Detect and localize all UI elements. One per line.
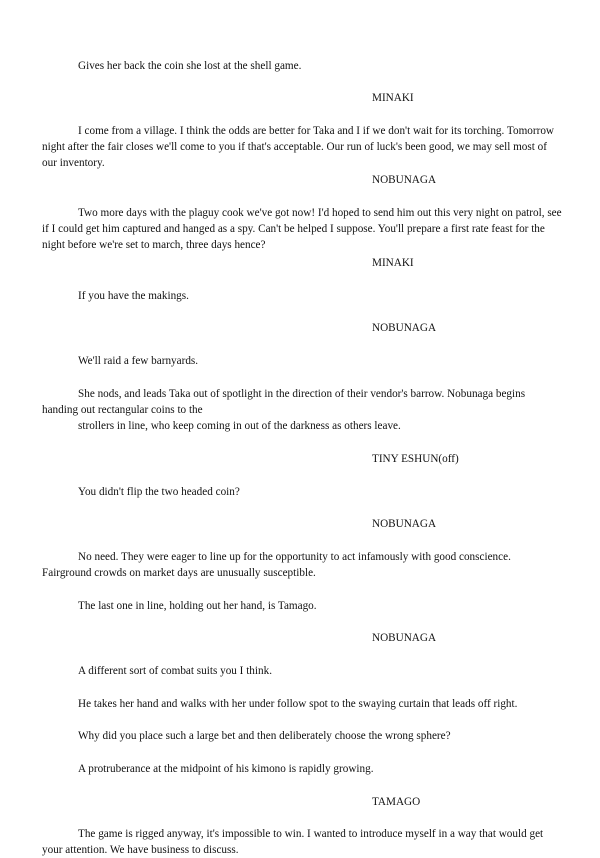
dialogue-tiny-eshun: You didn't flip the two headed coin? xyxy=(78,486,240,498)
stage-direction: A protruberance at the midpoint of his kimono is rapidly growing. xyxy=(78,763,374,775)
stage-direction: She nods, and leads Taka out of spotlight in the direction of their vendor's barrow. Nobunaga begins handing out rectangular coins to the xyxy=(42,388,526,416)
speaker-minaki: MINAKI xyxy=(372,92,414,104)
dialogue-tamago: The game is rigged anyway, it's impossible to win. I wanted to introduce myself in a way that would get your attention. We have business to discuss. xyxy=(42,828,544,856)
speaker-minaki: MINAKI xyxy=(372,257,414,269)
dialogue-minaki: If you have the makings. xyxy=(78,290,189,302)
speaker-tamago: TAMAGO xyxy=(372,796,421,808)
speaker-nobunaga: NOBUNAGA xyxy=(372,518,437,530)
stage-direction: The last one in line, holding out her hand, is Tamago. xyxy=(78,600,317,612)
dialogue-nobunaga: We'll raid a few barnyards. xyxy=(78,355,199,367)
stage-direction: Gives her back the coin she lost at the shell game. xyxy=(78,60,302,72)
dialogue-nobunaga: A different sort of combat suits you I think. xyxy=(78,665,272,677)
speaker-nobunaga: NOBUNAGA xyxy=(372,632,437,644)
dialogue-nobunaga: Two more days with the plaguy cook we've got now! I'd hoped to send him out this very night on patrol, see if I could get him captured and hanged as a spy. Can't be helped I suppose. You'll prepare a first rate feast for the night before we're set to march, three days hence? xyxy=(42,207,562,251)
stage-direction: He takes her hand and walks with her under follow spot to the swaying curtain that leads off right. xyxy=(78,698,518,710)
stage-direction: strollers in line, who keep coming in out of the darkness as others leave. xyxy=(78,420,401,432)
speaker-nobunaga: NOBUNAGA xyxy=(372,322,437,334)
dialogue-nobunaga: Why did you place such a large bet and then deliberately choose the wrong sphere? xyxy=(78,730,451,742)
speaker-nobunaga: NOBUNAGA xyxy=(372,174,437,186)
dialogue-minaki: I come from a village. I think the odds are better for Taka and I if we don't wait for its torching. Tomorrow night after the fair closes we'll come to you if that's acceptable. Our run of luck's been good, we may sell most of our inventory. xyxy=(42,125,554,169)
speaker-tiny-eshun: TINY ESHUN(off) xyxy=(372,453,459,465)
dialogue-nobunaga: No need. They were eager to line up for the opportunity to act infamously with good conscience. Fairground crowds on market days are unusually susceptible. xyxy=(42,551,511,579)
